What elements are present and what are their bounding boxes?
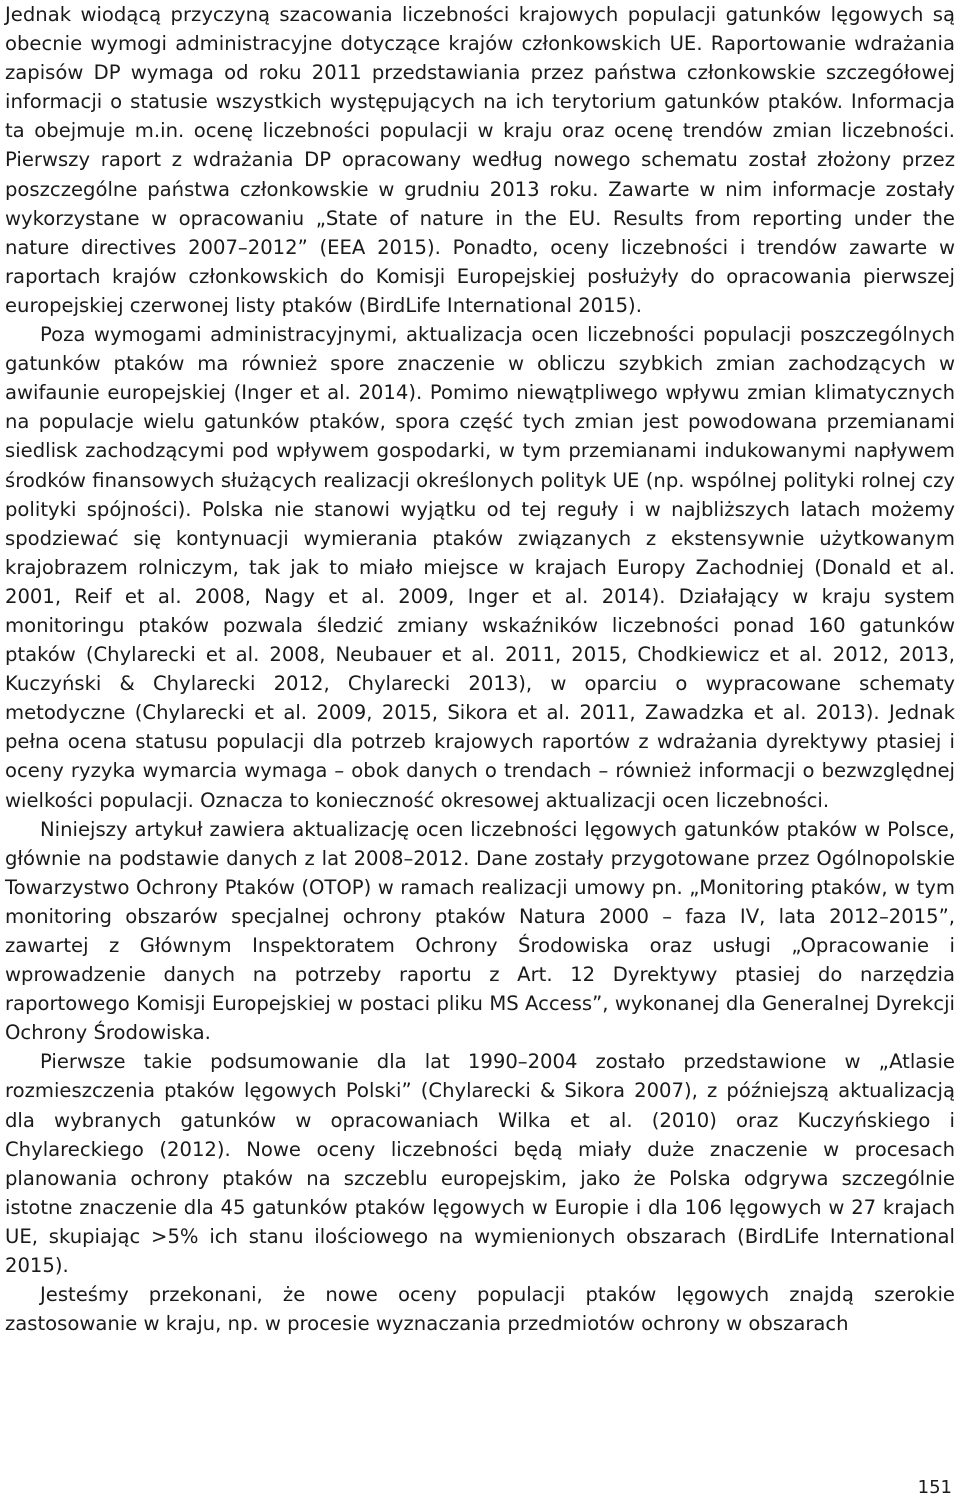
paragraph-applications: Jesteśmy przekonani, że nowe oceny populacji ptaków lęgowych znajdą szerokie zastosowanie w kraju, np. w procesie wyznaczania przedmiotów ochrony w obszarach: [5, 1283, 955, 1336]
paragraph-previous-summaries: Pierwsze takie podsumowanie dla lat 1990–2004 zostało przedstawione w „Atlasie rozmieszczenia ptaków lęgowych Polski” (Chylarecki & Sikora 2007), z późniejszą aktualizacją dla wybranych gatunków w opracowaniach Wilka et al. (2010) oraz Kuczyńskiego i Chylareckiego (2012). Nowe oceny liczebności będą miały duże znaczenie w procesach planowania ochrony ptaków na szczeblu europejskim, jako że Polska odgrywa szczególnie istotne znaczenie dla 45 gatunków ptaków lęgowych w Europie i dla 106 lęgowych w 27 krajach UE, skupiając >5% ich stanu ilościowego na wymienionych obszarach (BirdLife International 2015).: [5, 1050, 955, 1278]
paragraph-article-scope: Niniejszy artykuł zawiera aktualizację ocen liczebności lęgowych gatunków ptaków w Polsce, głównie na podstawie danych z lat 2008–2012. Dane zostały przygotowane przez Ogólnopolskie Towarzystwo Ochrony Ptaków (OTOP) w ramach realizacji umowy pn. „Monitoring ptaków, w tym monitoring obszarów specjalnej ochrony ptaków Natura 2000 – faza IV, lata 2012–2015”, zawartej z Głównym Inspektoratem Ochrony Środowiska oraz usługi „Opracowanie i wprowadzenie danych na potrzeby raportu z Art. 12 Dyrektywy ptasiej do narzędzia raportowego Komisji Europejskiej w postaci pliku MS Access”, wykonanej dla Generalnej Dyrekcji Ochrony Środowiska.: [5, 817, 955, 1045]
document-page: [5, 0, 955, 1338]
paragraph-avifauna-changes: Poza wymogami administracyjnymi, aktualizacja ocen liczebności populacji poszczególnych gatunków ptaków ma również spore znaczenie w obliczu szybkich zmian zachodzących w awifaunie europejskiej (Inger et al. 2014). Pomimo niewątpliwego wpływu zmian klimatycznych na populacje wielu gatunków ptaków, spora część tych zmian jest powodowana przemianami siedlisk zachodzącymi pod wpływem gospodarki, w tym przemianami indukowanymi napływem środków finansowych służących realizacji określonych polityk UE (np. wspólnej polityki rolnej czy polityki spójności). Polska nie stanowi wyjątku od tej reguły i w najbliższych latach możemy spodziewać się kontynuacji wymierania ptaków związanych z ekstensywnie użytkowanym krajobrazem rolniczym, tak jak to miało miejsce w krajach Europy Zachodniej (Donald et al. 2001, Reif et al. 2008, Nagy et al. 2009, Inger et al. 2014). Działający w kraju system monitoringu ptaków pozwala śledzić zmiany wskaźników liczebności ponad 160 gatunków ptaków (Chylarecki et al. 2008, Neubauer et al. 2011, 2015, Chodkiewicz et al. 2012, 2013, Kuczyński & Chylarecki 2012, Chylarecki 2013), w oparciu o wypracowane schematy metodyczne (Chylarecki et al. 2009, 2015, Sikora et al. 2011, Zawadzka et al. 2013). Jednak pełna ocena statusu populacji dla potrzeb krajowych raportów z wdrażania dyrektywy ptasiej i oceny ryzyka wymarcia wymaga – obok danych o trendach – również informacji o bezwzględnej wielkości populacji. Oznacza to konieczność okresowej aktualizacji ocen liczebności.: [5, 323, 955, 812]
paragraph-administrative-requirements: Jednak wiodącą przyczyną szacowania liczebności krajowych populacji gatunków lęgowych są obecnie wymogi administracyjne dotyczące krajów członkowskich UE. Raportowanie wdrażania zapisów DP wymaga od roku 2011 przedstawiania przez państwa członkowskie szczegółowej informacji o statusie wszystkich występujących na ich terytorium gatunków ptaków. Informacja ta obejmuje m.in. ocenę liczebności populacji w kraju oraz ocenę trendów zmian liczebności. Pierwszy raport z wdrażania DP opracowany według nowego schematu został złożony przez poszczególne państwa członkowskie w grudniu 2013 roku. Zawarte w nim informacje zostały wykorzystane w opracowaniu „State of nature in the EU. Results from reporting under the nature directives 2007–2012” (EEA 2015). Ponadto, oceny liczebności i trendów zawarte w raportach krajów członkowskich do Komisji Europejskiej posłużyły do opracowania pierwszej europejskiej czerwonej listy ptaków (BirdLife International 2015).: [5, 3, 955, 317]
page-number: 151: [917, 1477, 952, 1498]
